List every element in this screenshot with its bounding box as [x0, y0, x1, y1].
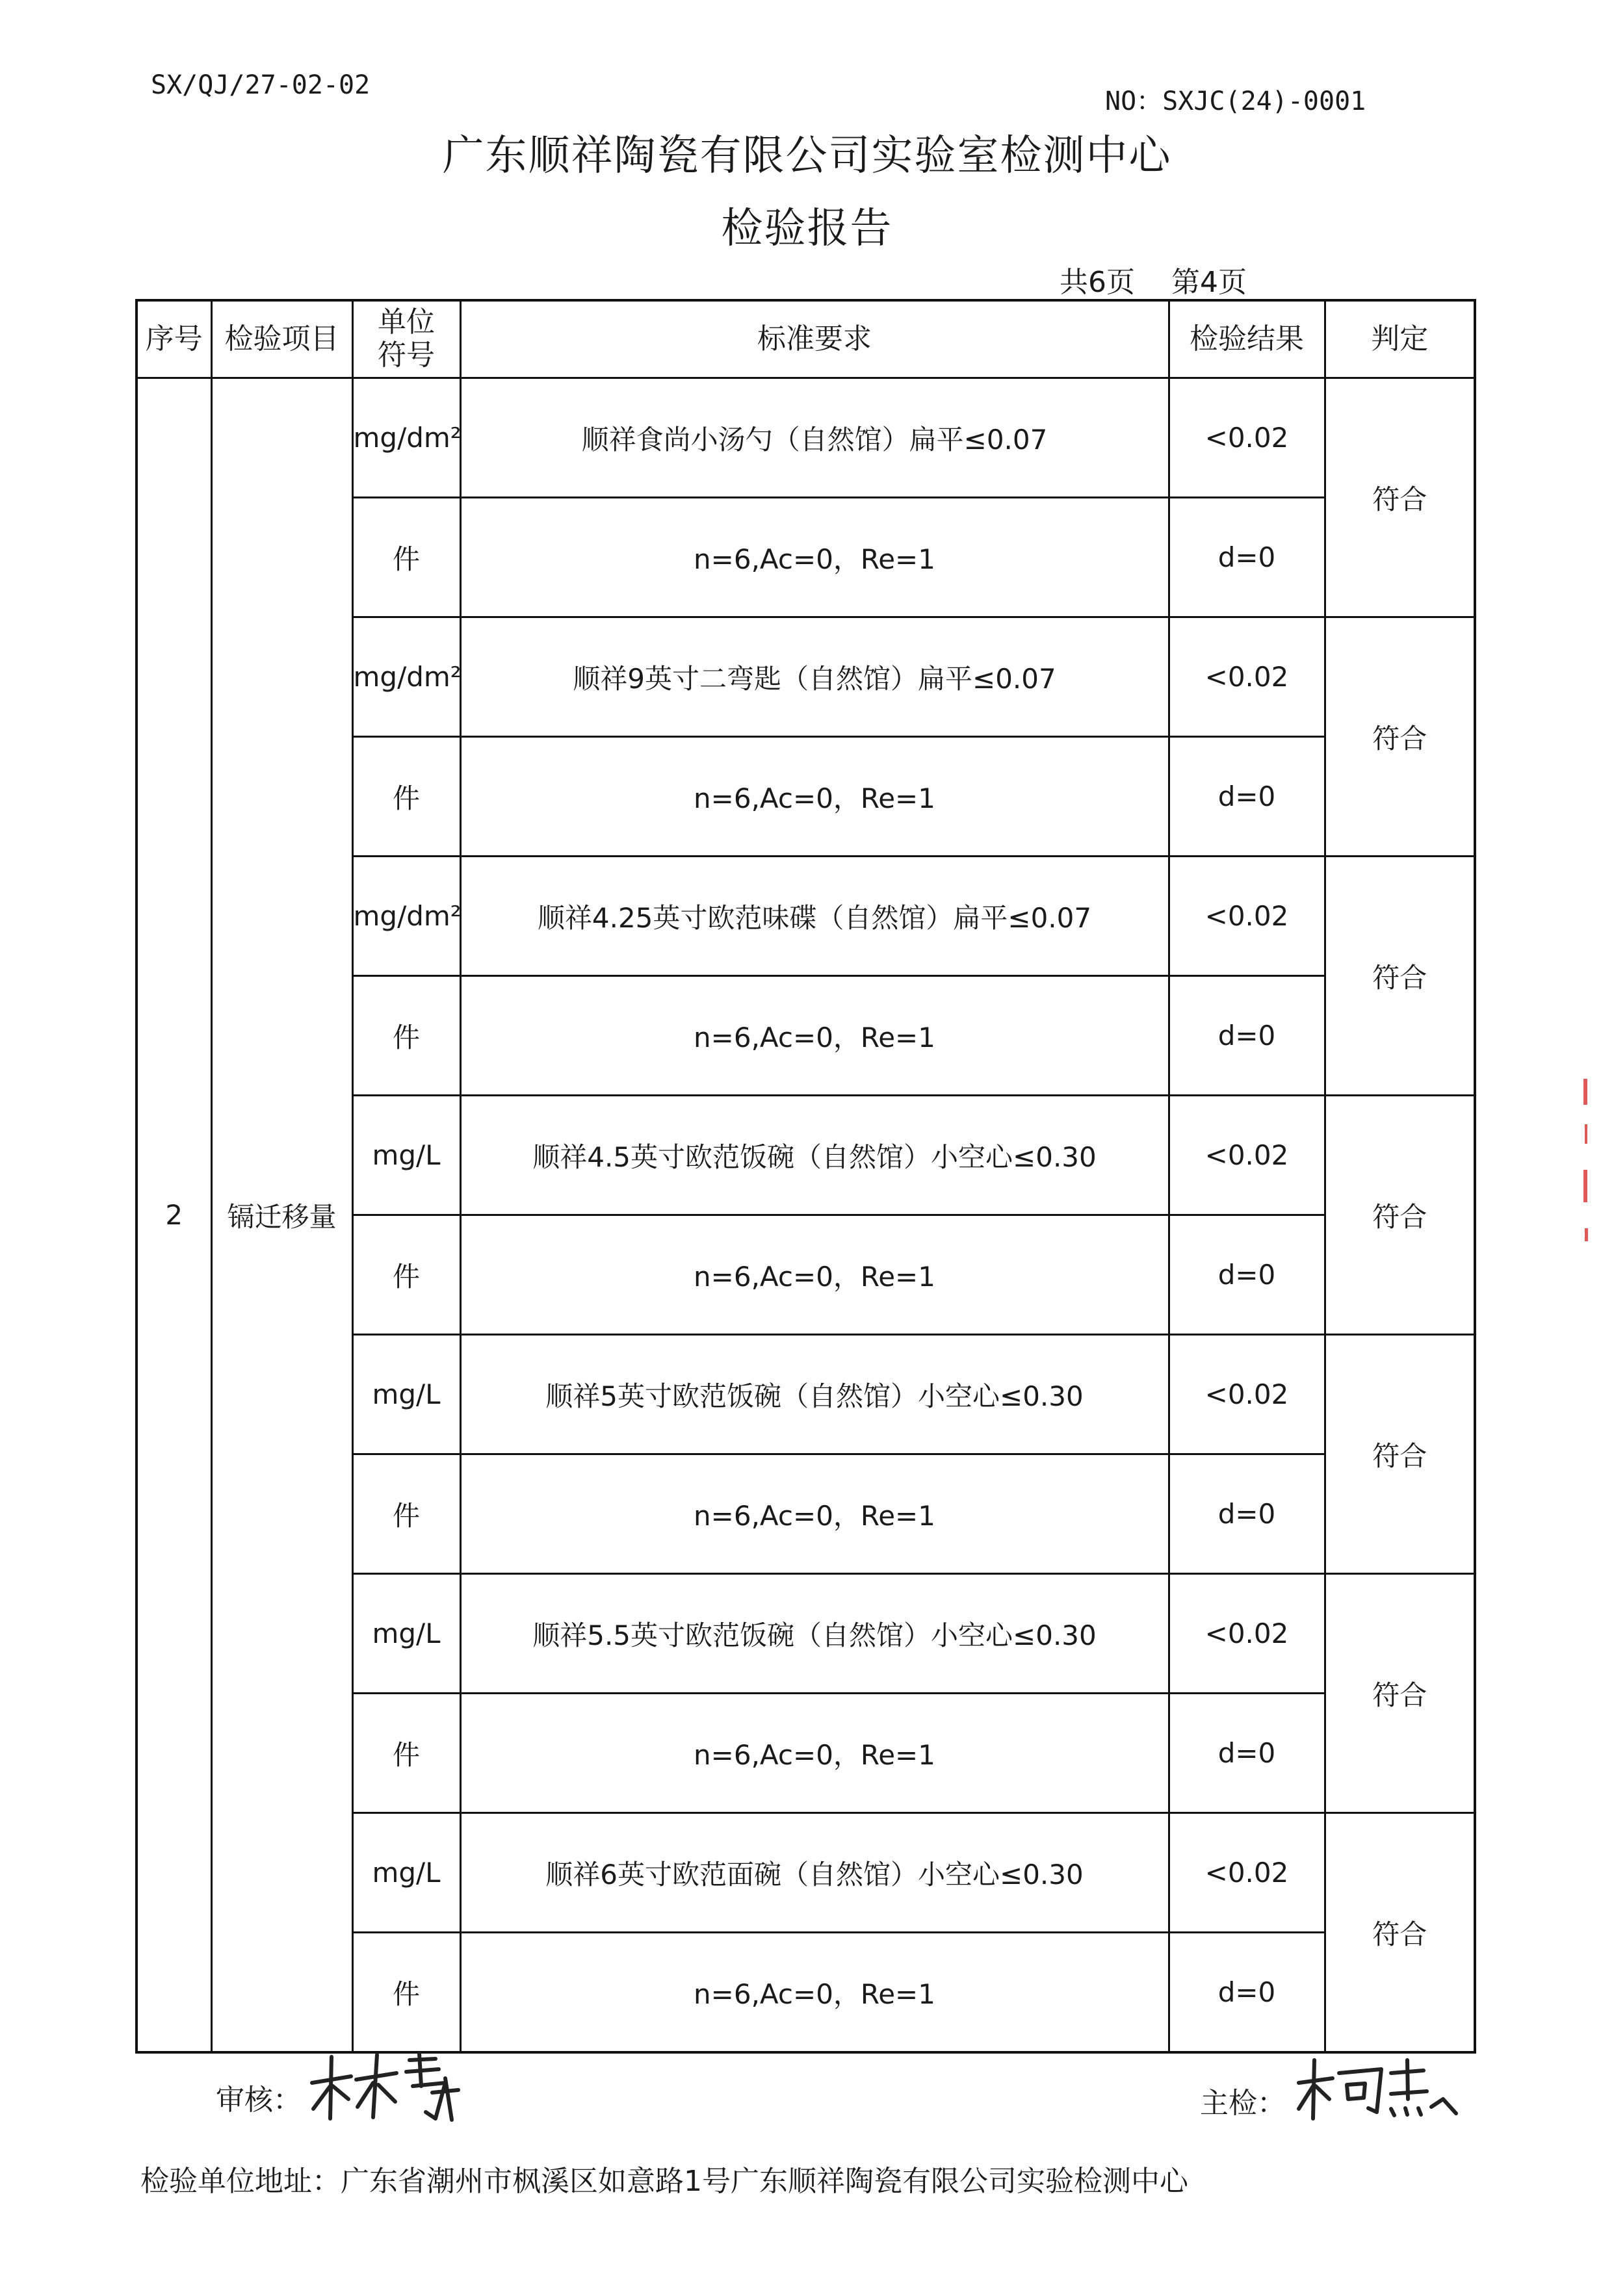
total-pages: 共6页	[1060, 266, 1135, 299]
sampling-plan-cell: n=6,Ac=0，Re=1	[460, 737, 1169, 857]
sample-unit-cell: 件	[352, 1933, 460, 2053]
verdict-cell: 符合	[1325, 1335, 1475, 1574]
current-page: 第4页	[1171, 266, 1247, 299]
header-requirement: 标准要求	[460, 300, 1169, 378]
sample-unit-cell: 件	[352, 976, 460, 1096]
verdict-cell: 符合	[1325, 1096, 1475, 1335]
requirement-cell: 顺祥食尚小汤勺（自然馆）扁平≤0.07	[460, 378, 1169, 498]
sample-result-cell: d=0	[1169, 1215, 1325, 1335]
report-number: NO：SXJC(24)-0001	[1105, 86, 1366, 116]
header-unit: 单位 符号	[352, 300, 460, 378]
sampling-plan-cell: n=6,Ac=0，Re=1	[460, 1694, 1169, 1813]
result-cell: <0.02	[1169, 1574, 1325, 1694]
test-item-cell: 镉迁移量	[211, 378, 352, 2053]
unit-cell: mg/L	[352, 1335, 460, 1454]
sample-result-cell: d=0	[1169, 1454, 1325, 1574]
verdict-cell: 符合	[1325, 1813, 1475, 2053]
unit-cell: mg/dm²	[352, 378, 460, 498]
organization-title: 广东顺祥陶瓷有限公司实验室检测中心	[442, 132, 1172, 180]
sampling-plan-cell: n=6,Ac=0，Re=1	[460, 1933, 1169, 2053]
requirement-cell: 顺祥4.5英寸欧范饭碗（自然馆）小空心≤0.30	[460, 1096, 1169, 1215]
review-label: 审核：	[216, 2083, 302, 2117]
sample-unit-cell: 件	[352, 1694, 460, 1813]
header-item: 检验项目	[211, 300, 352, 378]
verdict-cell: 符合	[1325, 378, 1475, 617]
inspection-table	[135, 299, 1476, 2054]
header-result: 检验结果	[1169, 300, 1325, 378]
requirement-cell: 顺祥5.5英寸欧范饭碗（自然馆）小空心≤0.30	[460, 1574, 1169, 1694]
sampling-plan-cell: n=6,Ac=0，Re=1	[460, 976, 1169, 1096]
unit-cell: mg/dm²	[352, 857, 460, 976]
lab-address: 检验单位地址：广东省潮州市枫溪区如意路1号广东顺祥陶瓷有限公司实验检测中心	[140, 2165, 1188, 2198]
sample-result-cell: d=0	[1169, 1694, 1325, 1813]
result-cell: <0.02	[1169, 1813, 1325, 1933]
sample-result-cell: d=0	[1169, 976, 1325, 1096]
sampling-plan-cell: n=6,Ac=0，Re=1	[460, 498, 1169, 617]
page-indicator	[1060, 259, 1283, 300]
scan-edge-marks	[1580, 1079, 1593, 1274]
sample-unit-cell: 件	[352, 737, 460, 857]
requirement-cell: 顺祥9英寸二弯匙（自然馆）扁平≤0.07	[460, 617, 1169, 737]
inspector-signature	[1294, 2054, 1463, 2125]
seq-cell: 2	[137, 378, 211, 2053]
requirement-cell: 顺祥4.25英寸欧范味碟（自然馆）扁平≤0.07	[460, 857, 1169, 976]
requirement-cell: 顺祥5英寸欧范饭碗（自然馆）小空心≤0.30	[460, 1335, 1169, 1454]
result-cell: <0.02	[1169, 857, 1325, 976]
verdict-cell: 符合	[1325, 1574, 1475, 1813]
sample-result-cell: d=0	[1169, 1933, 1325, 2053]
table-row	[137, 378, 1475, 498]
sample-result-cell: d=0	[1169, 737, 1325, 857]
result-cell: <0.02	[1169, 378, 1325, 498]
verdict-cell: 符合	[1325, 617, 1475, 857]
requirement-cell: 顺祥6英寸欧范面碗（自然馆）小空心≤0.30	[460, 1813, 1169, 1933]
table-header-row	[137, 300, 1475, 378]
verdict-cell: 符合	[1325, 857, 1475, 1096]
sampling-plan-cell: n=6,Ac=0，Re=1	[460, 1215, 1169, 1335]
document-code: SX/QJ/27-02-02	[151, 70, 371, 100]
sample-unit-cell: 件	[352, 498, 460, 617]
inspector-label: 主检：	[1200, 2087, 1286, 2120]
sample-unit-cell: 件	[352, 1454, 460, 1574]
reviewer-signature	[306, 2047, 475, 2125]
unit-cell: mg/L	[352, 1096, 460, 1215]
sample-unit-cell: 件	[352, 1215, 460, 1335]
sampling-plan-cell: n=6,Ac=0，Re=1	[460, 1454, 1169, 1574]
result-cell: <0.02	[1169, 1096, 1325, 1215]
header-verdict: 判定	[1325, 300, 1475, 378]
report-title: 检验报告	[721, 205, 893, 253]
unit-cell: mg/L	[352, 1574, 460, 1694]
sample-result-cell: d=0	[1169, 498, 1325, 617]
unit-cell: mg/L	[352, 1813, 460, 1933]
header-seq: 序号	[137, 300, 211, 378]
unit-cell: mg/dm²	[352, 617, 460, 737]
result-cell: <0.02	[1169, 1335, 1325, 1454]
result-cell: <0.02	[1169, 617, 1325, 737]
